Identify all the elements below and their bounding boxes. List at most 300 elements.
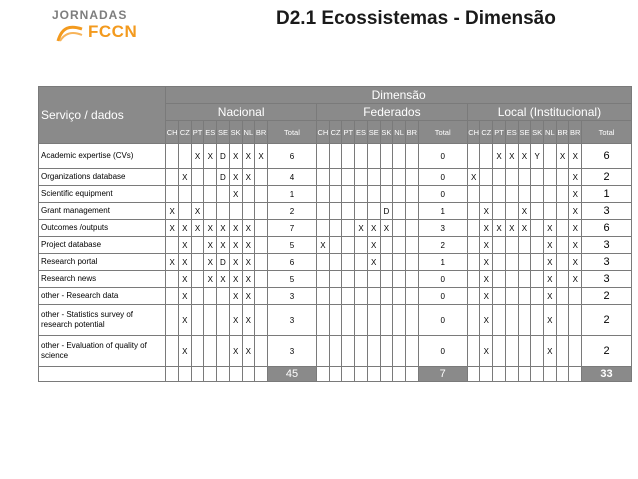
mark-cell <box>556 220 569 237</box>
mark-cell <box>531 271 544 288</box>
mark-cell: X <box>242 169 255 186</box>
mark-cell <box>380 186 393 203</box>
table-row <box>39 237 632 254</box>
mark-cell <box>342 254 355 271</box>
mark-cell <box>204 305 217 336</box>
mark-cell <box>405 288 418 305</box>
mark-cell <box>493 203 506 220</box>
mark-cell <box>166 271 179 288</box>
mark-cell: X <box>191 203 204 220</box>
mark-cell <box>556 237 569 254</box>
sum-empty <box>242 367 255 382</box>
mark-cell <box>191 169 204 186</box>
total-cell: 1 <box>582 186 632 203</box>
mark-cell <box>355 169 368 186</box>
mark-cell <box>505 305 518 336</box>
mark-cell <box>217 336 230 367</box>
mark-cell <box>544 186 557 203</box>
mark-cell <box>467 237 480 254</box>
mark-cell <box>317 271 330 288</box>
mark-cell <box>556 203 569 220</box>
mark-cell: X <box>569 144 582 169</box>
mark-cell: X <box>178 288 191 305</box>
mark-cell: X <box>178 220 191 237</box>
mark-cell <box>505 336 518 367</box>
mark-cell <box>191 288 204 305</box>
mark-cell <box>518 271 531 288</box>
mark-cell <box>405 305 418 336</box>
sum-empty <box>317 367 330 382</box>
country-code-header: CZ <box>178 121 191 144</box>
mark-cell: X <box>544 254 557 271</box>
mark-cell <box>544 144 557 169</box>
mark-cell: X <box>569 271 582 288</box>
mark-cell: X <box>191 220 204 237</box>
mark-cell <box>255 288 268 305</box>
mark-cell <box>405 203 418 220</box>
mark-cell <box>342 169 355 186</box>
mark-cell <box>342 186 355 203</box>
mark-cell <box>204 336 217 367</box>
mark-cell <box>317 254 330 271</box>
mark-cell <box>204 203 217 220</box>
total-cell: 5 <box>267 237 316 254</box>
total-cell: 3 <box>582 254 632 271</box>
mark-cell <box>505 271 518 288</box>
mark-cell <box>355 186 368 203</box>
mark-cell <box>405 169 418 186</box>
sum-empty <box>380 367 393 382</box>
mark-cell: X <box>229 336 242 367</box>
mark-cell <box>556 336 569 367</box>
mark-cell: X <box>569 186 582 203</box>
mark-cell: X <box>355 220 368 237</box>
mark-cell <box>255 254 268 271</box>
mark-cell <box>493 254 506 271</box>
total-cell: 3 <box>582 271 632 288</box>
mark-cell <box>355 203 368 220</box>
mark-cell <box>217 305 230 336</box>
service-cell: other - Evaluation of quality of science <box>39 336 166 367</box>
mark-cell: X <box>380 220 393 237</box>
mark-cell <box>393 271 406 288</box>
dimension-header: Dimensão <box>166 87 632 104</box>
mark-cell <box>317 220 330 237</box>
country-code-header: CH <box>317 121 330 144</box>
table-row <box>39 288 632 305</box>
mark-cell <box>531 288 544 305</box>
mark-cell: X <box>569 169 582 186</box>
mark-cell <box>467 144 480 169</box>
mark-cell <box>255 203 268 220</box>
mark-cell: X <box>544 288 557 305</box>
mark-cell <box>166 288 179 305</box>
country-code-header: BR <box>556 121 569 144</box>
total-cell: 2 <box>267 203 316 220</box>
mark-cell <box>556 186 569 203</box>
mark-cell <box>518 237 531 254</box>
mark-cell: X <box>317 237 330 254</box>
mark-cell <box>405 237 418 254</box>
country-code-header: NL <box>393 121 406 144</box>
country-code-header: CZ <box>480 121 493 144</box>
group-header-federados: Federados <box>317 104 468 121</box>
mark-cell <box>355 336 368 367</box>
mark-cell <box>405 144 418 169</box>
mark-cell <box>380 336 393 367</box>
mark-cell <box>380 237 393 254</box>
mark-cell <box>329 186 342 203</box>
sum-empty <box>191 367 204 382</box>
logo-bottom-text: FCCN <box>88 22 138 41</box>
total-cell: 1 <box>418 203 467 220</box>
mark-cell <box>467 186 480 203</box>
mark-cell <box>317 305 330 336</box>
mark-cell <box>255 271 268 288</box>
mark-cell <box>191 271 204 288</box>
mark-cell <box>342 288 355 305</box>
mark-cell <box>393 144 406 169</box>
country-code-header: CH <box>166 121 179 144</box>
mark-cell <box>255 169 268 186</box>
country-code-header: CH <box>467 121 480 144</box>
mark-cell: D <box>217 144 230 169</box>
mark-cell <box>355 271 368 288</box>
country-code-header: PT <box>342 121 355 144</box>
mark-cell <box>505 288 518 305</box>
mark-cell <box>242 203 255 220</box>
mark-cell: X <box>242 288 255 305</box>
mark-cell <box>569 336 582 367</box>
mark-cell <box>556 288 569 305</box>
mark-cell <box>531 220 544 237</box>
mark-cell: X <box>229 237 242 254</box>
total-cell: 2 <box>582 169 632 186</box>
total-cell: 3 <box>267 336 316 367</box>
total-cell: 0 <box>418 271 467 288</box>
header-row-dimension <box>39 87 632 104</box>
total-cell: 6 <box>582 220 632 237</box>
mark-cell: X <box>480 305 493 336</box>
mark-cell: D <box>380 203 393 220</box>
sum-empty <box>166 367 179 382</box>
mark-cell <box>393 237 406 254</box>
mark-cell <box>531 169 544 186</box>
mark-cell <box>329 169 342 186</box>
mark-cell: X <box>544 305 557 336</box>
mark-cell <box>467 336 480 367</box>
mark-cell <box>217 186 230 203</box>
mark-cell: X <box>544 220 557 237</box>
mark-cell <box>367 336 380 367</box>
mark-cell: X <box>229 254 242 271</box>
sum-empty <box>178 367 191 382</box>
mark-cell <box>393 254 406 271</box>
mark-cell <box>191 305 204 336</box>
mark-cell <box>355 254 368 271</box>
service-header: Serviço / dados <box>39 87 166 144</box>
country-code-header: BR <box>255 121 268 144</box>
mark-cell <box>367 271 380 288</box>
mark-cell: X <box>467 169 480 186</box>
mark-cell <box>317 336 330 367</box>
mark-cell <box>518 305 531 336</box>
mark-cell: X <box>505 220 518 237</box>
mark-cell: X <box>178 271 191 288</box>
mark-cell <box>255 220 268 237</box>
table-row <box>39 144 632 169</box>
mark-cell <box>518 336 531 367</box>
mark-cell: X <box>367 254 380 271</box>
mark-cell <box>393 288 406 305</box>
mark-cell <box>493 237 506 254</box>
table-row <box>39 254 632 271</box>
mark-cell: X <box>367 237 380 254</box>
mark-cell: X <box>480 271 493 288</box>
mark-cell: X <box>229 305 242 336</box>
mark-cell <box>342 203 355 220</box>
table-row <box>39 336 632 367</box>
mark-cell <box>531 203 544 220</box>
total-cell: 6 <box>582 144 632 169</box>
mark-cell: X <box>242 144 255 169</box>
total-header: Total <box>418 121 467 144</box>
mark-cell <box>355 305 368 336</box>
mark-cell <box>342 144 355 169</box>
mark-cell <box>367 288 380 305</box>
country-code-header: ES <box>204 121 217 144</box>
group-header-local: Local (Institucional) <box>467 104 631 121</box>
total-cell: 6 <box>267 144 316 169</box>
total-cell: 3 <box>267 288 316 305</box>
mark-cell: X <box>166 203 179 220</box>
mark-cell: X <box>204 237 217 254</box>
mark-cell: X <box>242 271 255 288</box>
mark-cell <box>518 169 531 186</box>
total-cell: 0 <box>418 305 467 336</box>
mark-cell <box>166 237 179 254</box>
group-header-nacional: Nacional <box>166 104 317 121</box>
mark-cell <box>405 271 418 288</box>
total-cell: 0 <box>418 336 467 367</box>
service-cell: Outcomes /outputs <box>39 220 166 237</box>
table-row <box>39 169 632 186</box>
mark-cell: X <box>242 237 255 254</box>
service-cell: Research portal <box>39 254 166 271</box>
sum-empty <box>255 367 268 382</box>
mark-cell <box>342 237 355 254</box>
mark-cell: X <box>518 203 531 220</box>
mark-cell <box>229 203 242 220</box>
total-cell: 0 <box>418 144 467 169</box>
mark-cell: X <box>229 186 242 203</box>
mark-cell: X <box>544 271 557 288</box>
mark-cell <box>531 305 544 336</box>
mark-cell <box>480 144 493 169</box>
total-cell: 1 <box>418 254 467 271</box>
mark-cell <box>493 305 506 336</box>
country-code-header: SK <box>531 121 544 144</box>
mark-cell <box>178 144 191 169</box>
mark-cell <box>556 169 569 186</box>
sum-empty <box>518 367 531 382</box>
table-row <box>39 186 632 203</box>
sum-nacional: 45 <box>267 367 316 382</box>
service-cell: Project database <box>39 237 166 254</box>
mark-cell <box>544 203 557 220</box>
mark-cell: X <box>480 254 493 271</box>
page-title: D2.1 Ecossistemas - Dimensão <box>276 8 556 29</box>
mark-cell: X <box>569 220 582 237</box>
service-cell: Scientific equipment <box>39 186 166 203</box>
mark-cell <box>380 271 393 288</box>
mark-cell: D <box>217 254 230 271</box>
mark-cell <box>178 203 191 220</box>
table-row <box>39 305 632 336</box>
mark-cell <box>393 336 406 367</box>
mark-cell <box>178 186 191 203</box>
mark-cell <box>191 186 204 203</box>
mark-cell: X <box>217 271 230 288</box>
mark-cell: X <box>204 271 217 288</box>
mark-cell: X <box>480 288 493 305</box>
total-cell: 5 <box>267 271 316 288</box>
mark-cell: X <box>178 237 191 254</box>
mark-cell: X <box>204 220 217 237</box>
mark-cell <box>405 254 418 271</box>
mark-cell <box>166 336 179 367</box>
mark-cell <box>317 288 330 305</box>
mark-cell <box>505 254 518 271</box>
country-code-header: SE <box>217 121 230 144</box>
mark-cell: D <box>217 169 230 186</box>
mark-cell <box>393 203 406 220</box>
mark-cell <box>380 144 393 169</box>
mark-cell <box>317 186 330 203</box>
mark-cell <box>556 271 569 288</box>
mark-cell <box>393 305 406 336</box>
mark-cell <box>367 305 380 336</box>
mark-cell <box>569 288 582 305</box>
country-code-header: BR <box>405 121 418 144</box>
mark-cell <box>329 203 342 220</box>
sum-empty <box>217 367 230 382</box>
mark-cell: X <box>229 271 242 288</box>
table-row <box>39 203 632 220</box>
service-cell: other - Statistics survey of research potential <box>39 305 166 336</box>
mark-cell: X <box>229 220 242 237</box>
mark-cell: X <box>569 237 582 254</box>
mark-cell <box>380 288 393 305</box>
mark-cell <box>217 288 230 305</box>
mark-cell <box>342 220 355 237</box>
mark-cell <box>204 288 217 305</box>
mark-cell <box>317 203 330 220</box>
country-code-header: PT <box>493 121 506 144</box>
sum-empty <box>505 367 518 382</box>
mark-cell: X <box>544 336 557 367</box>
mark-cell <box>329 254 342 271</box>
mark-cell: X <box>178 169 191 186</box>
mark-cell <box>342 271 355 288</box>
mark-cell <box>204 186 217 203</box>
mark-cell: X <box>518 144 531 169</box>
mark-cell: X <box>204 144 217 169</box>
mark-cell <box>569 305 582 336</box>
mark-cell: X <box>166 254 179 271</box>
mark-cell <box>556 305 569 336</box>
mark-cell <box>191 254 204 271</box>
sum-spacer <box>39 367 166 382</box>
mark-cell: X <box>493 220 506 237</box>
mark-cell <box>493 288 506 305</box>
total-cell: 0 <box>418 169 467 186</box>
total-cell: 2 <box>582 305 632 336</box>
mark-cell <box>255 305 268 336</box>
mark-cell: X <box>229 169 242 186</box>
country-code-header: ES <box>505 121 518 144</box>
table-row <box>39 271 632 288</box>
service-cell: Research news <box>39 271 166 288</box>
sum-empty <box>393 367 406 382</box>
sum-empty <box>229 367 242 382</box>
mark-cell <box>518 254 531 271</box>
country-code-header: CZ <box>329 121 342 144</box>
total-cell: 4 <box>267 169 316 186</box>
mark-cell: X <box>480 336 493 367</box>
mark-cell <box>531 336 544 367</box>
mark-cell: X <box>204 254 217 271</box>
mark-cell <box>467 271 480 288</box>
mark-cell <box>367 186 380 203</box>
mark-cell: X <box>191 144 204 169</box>
mark-cell <box>405 220 418 237</box>
service-cell: other - Research data <box>39 288 166 305</box>
mark-cell <box>531 237 544 254</box>
sum-empty <box>556 367 569 382</box>
total-cell: 0 <box>418 288 467 305</box>
total-cell: 3 <box>582 203 632 220</box>
mark-cell: X <box>518 220 531 237</box>
mark-cell <box>166 144 179 169</box>
total-cell: 1 <box>267 186 316 203</box>
mark-cell: X <box>217 220 230 237</box>
sum-empty <box>329 367 342 382</box>
mark-cell <box>342 336 355 367</box>
sum-empty <box>367 367 380 382</box>
mark-cell: X <box>229 288 242 305</box>
mark-cell <box>493 169 506 186</box>
mark-cell: X <box>217 237 230 254</box>
mark-cell: X <box>242 254 255 271</box>
mark-cell <box>367 169 380 186</box>
service-cell: Organizations database <box>39 169 166 186</box>
mark-cell: X <box>178 254 191 271</box>
mark-cell <box>342 305 355 336</box>
mark-cell: X <box>480 220 493 237</box>
mark-cell <box>505 186 518 203</box>
mark-cell <box>531 254 544 271</box>
mark-cell <box>317 144 330 169</box>
mark-cell <box>329 144 342 169</box>
mark-cell: X <box>229 144 242 169</box>
sum-federados: 7 <box>418 367 467 382</box>
sum-empty <box>355 367 368 382</box>
mark-cell: X <box>367 220 380 237</box>
sum-empty <box>342 367 355 382</box>
sum-empty <box>405 367 418 382</box>
mark-cell: X <box>493 144 506 169</box>
